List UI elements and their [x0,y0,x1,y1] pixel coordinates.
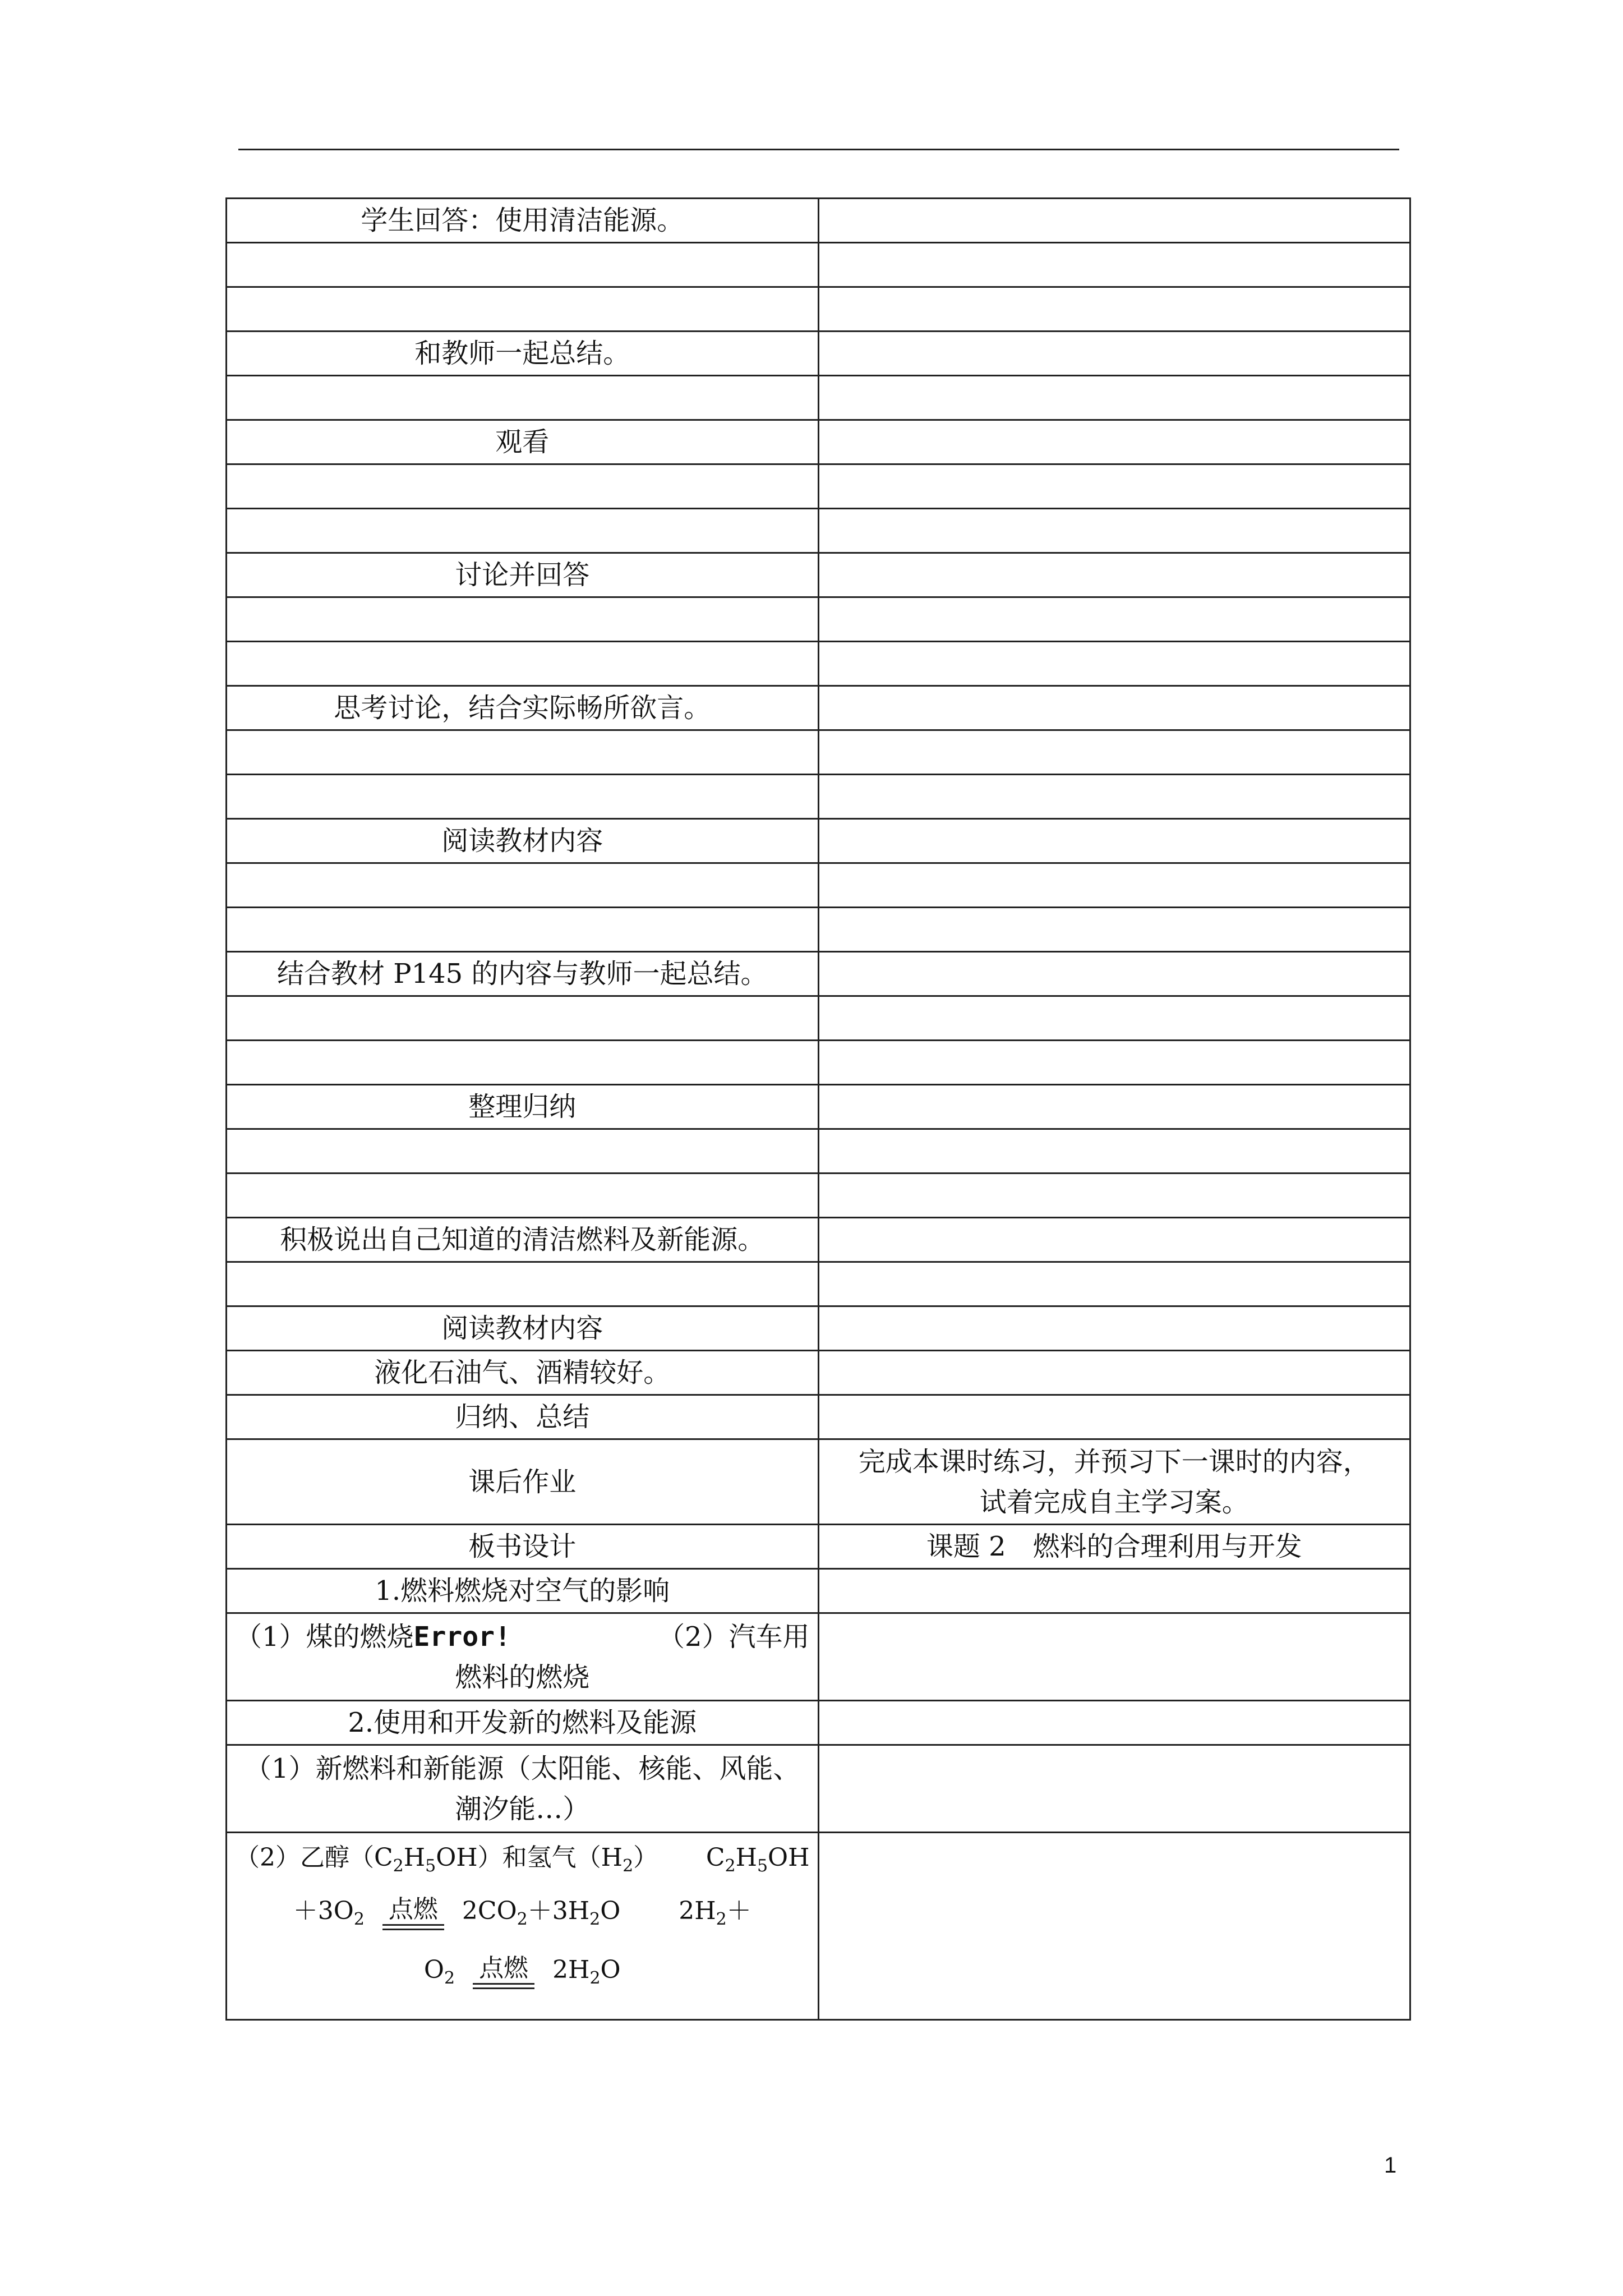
ethanol-equation [235,1891,810,1940]
notes-cell [818,243,1410,287]
student-activity-cell: 阅读教材内容 [227,819,819,863]
vehicle-fuel-label-b: 燃料的燃烧 [455,1661,590,1693]
table-row [227,376,1410,420]
lesson-table [225,197,1411,2021]
student-activity-cell [227,863,819,908]
student-activity-cell [227,642,819,686]
error-text: Error! [413,1621,511,1653]
student-activity-cell [227,1262,819,1306]
table-row [227,1129,1410,1174]
table-row [227,199,1410,243]
student-activity-cell: 积极说出自己知道的清洁燃料及新能源。 [227,1218,819,1262]
equation-intro-right: $C_2H_5OH$ [706,1843,810,1876]
student-activity-cell: 学生回答：使用清洁能源。 [227,199,819,243]
notes-cell [818,1395,1410,1439]
hydrogen-condition: 点燃 [479,1953,529,1982]
student-activity-cell: 思考讨论，结合实际畅所欲言。 [227,686,819,730]
ethanol-condition: 点燃 [388,1894,438,1924]
notes-cell [818,597,1410,642]
notes-cell [818,730,1410,775]
hydrogen-product: $2H_2O$ [552,1955,621,1988]
hydrogen-equation [235,1950,810,1999]
notes-cell [818,1351,1410,1395]
ethanol-condition-arrow [382,1895,444,1930]
student-activity-cell: 讨论并回答 [227,553,819,597]
table-row [227,686,1410,730]
board-item-2: 2.使用和开发新的燃料及能源 [227,1701,819,1745]
equations-cell [227,1833,819,2020]
table-row [227,464,1410,509]
board-item-1-sub [227,1613,819,1701]
vehicle-fuel-label-a: （2）汽车用 [657,1621,810,1653]
table-row [227,730,1410,775]
student-activity-cell [227,597,819,642]
new-energy-line-1: （1）新燃料和新能源（太阳能、核能、风能、 [244,1752,800,1784]
notes-cell [818,1041,1410,1085]
notes-cell [818,509,1410,553]
student-activity-cell [227,376,819,420]
notes-cell [818,996,1410,1041]
student-activity-cell: 观看 [227,420,819,464]
student-activity-cell [227,1041,819,1085]
table-row [227,1262,1410,1306]
student-activity-cell [227,996,819,1041]
board-item-2a-row [227,1745,1410,1833]
homework-label: 课后作业 [227,1439,819,1525]
summary-section [227,1439,1410,2020]
notes-cell [818,819,1410,863]
ethanol-products: $2CO_2+3H_2O$ [462,1896,621,1929]
table-row [227,996,1410,1041]
table-row [227,553,1410,597]
activity-rows [227,199,1410,1439]
notes-cell [818,775,1410,819]
student-activity-cell [227,775,819,819]
notes-cell [818,1262,1410,1306]
notes-cell [818,908,1410,952]
homework-line-2: 试着完成自主学习案。 [979,1486,1249,1518]
new-energy-line-2: 潮汐能…） [455,1793,590,1825]
student-activity-cell [227,1129,819,1174]
table-row [227,420,1410,464]
notes-cell [818,642,1410,686]
notes-cell [818,863,1410,908]
table-row [227,287,1410,332]
table-row [227,775,1410,819]
table-row [227,952,1410,996]
equation-intro-text: （2）乙醇$(C_2H_5OH)$和氢气$(H_2)$ [235,1843,658,1876]
student-activity-cell [227,287,819,332]
board-item-1: 1.燃料燃烧对空气的影响 [227,1569,819,1613]
table-row [227,597,1410,642]
table-row [227,908,1410,952]
notes-cell [818,1085,1410,1129]
student-activity-cell [227,464,819,509]
notes-cell [818,199,1410,243]
board-design-title: 课题 2 燃料的合理利用与开发 [818,1525,1410,1569]
board-item-1-sub-row [227,1613,1410,1701]
board-item-2a [227,1745,819,1833]
student-activity-cell [227,908,819,952]
notes-cell [818,1306,1410,1351]
notes-cell [818,464,1410,509]
coal-burning-label: （1）煤的燃烧 [235,1621,414,1653]
table-row [227,1306,1410,1351]
homework-text [818,1439,1410,1525]
page-number: 1 [1384,2153,1397,2178]
student-activity-cell: 结合教材 P145 的内容与教师一起总结。 [227,952,819,996]
table-row [227,243,1410,287]
notes-cell [818,1218,1410,1262]
student-activity-cell: 液化石油气、酒精较好。 [227,1351,819,1395]
table-row [227,332,1410,376]
hydrogen-condition-arrow [473,1954,534,1989]
equations-row [227,1833,1410,2020]
notes-cell [818,376,1410,420]
table-row [227,1041,1410,1085]
equation-intro [235,1838,810,1887]
table-row [227,1085,1410,1129]
table-row [227,1174,1410,1218]
table-row [227,1395,1410,1439]
student-activity-cell: 整理归纳 [227,1085,819,1129]
notes-cell [818,420,1410,464]
table-row [227,1218,1410,1262]
notes-cell [818,952,1410,996]
board-item-2-row [227,1701,1410,1745]
notes-cell [818,332,1410,376]
table-row [227,819,1410,863]
notes-cell [818,686,1410,730]
homework-row [227,1439,1410,1525]
header-rule [238,149,1399,150]
student-activity-cell: 归纳、总结 [227,1395,819,1439]
notes-cell [818,287,1410,332]
student-activity-cell: 阅读教材内容 [227,1306,819,1351]
ethanol-reactant-o2: $+3O_2$ [293,1896,365,1929]
board-design-row [227,1525,1410,1569]
student-activity-cell: 和教师一起总结。 [227,332,819,376]
homework-line-1: 完成本课时练习，并预习下一课时的内容， [858,1446,1370,1478]
notes-cell [818,1174,1410,1218]
table-row [227,1351,1410,1395]
table-row [227,863,1410,908]
notes-cell [818,1129,1410,1174]
student-activity-cell [227,730,819,775]
notes-cell [818,553,1410,597]
student-activity-cell [227,243,819,287]
table-row [227,509,1410,553]
table-row [227,642,1410,686]
student-activity-cell [227,509,819,553]
board-design-label: 板书设计 [227,1525,819,1569]
hydrogen-reactant: $2H_2+$ [679,1896,751,1929]
board-item-1-row [227,1569,1410,1613]
hydrogen-reactant-o2: $O_2$ [423,1955,455,1988]
student-activity-cell [227,1174,819,1218]
